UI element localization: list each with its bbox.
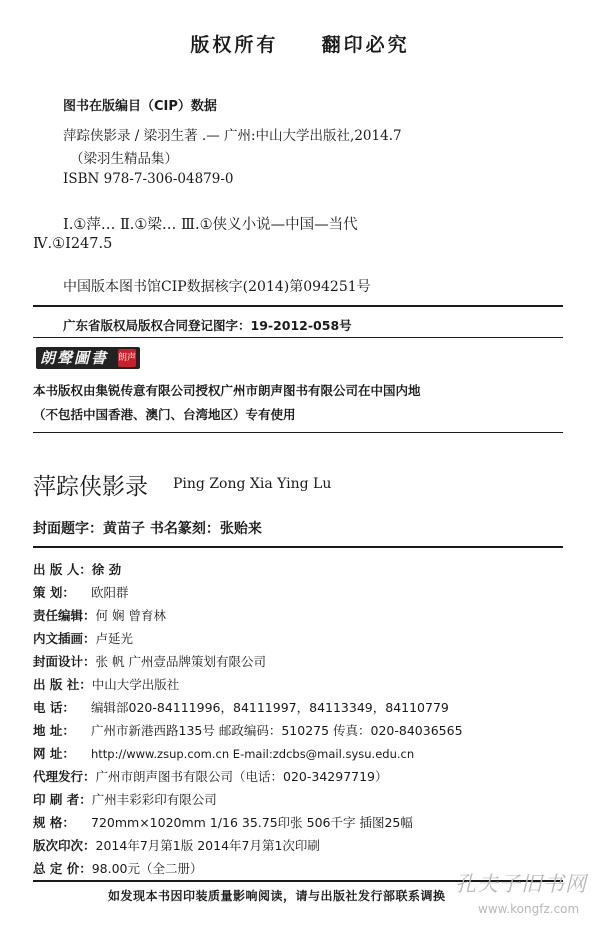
cip-line-subject: Ⅰ.①萍… Ⅱ.①梁… Ⅲ.①侠义小说—中国—当代 <box>63 217 358 233</box>
colophon-label: 规 格： <box>33 815 75 830</box>
colophon-value: 广州丰彩彩印有限公司 <box>91 792 217 807</box>
cip-line-data-number: 中国版本图书馆CIP数据核字(2014)第094251号 <box>63 279 371 295</box>
header-no-reprint: 翻印必究 <box>321 34 410 56</box>
divider <box>33 305 563 307</box>
divider <box>33 432 563 433</box>
cip-line-title: 萍踪侠影录 / 梁羽生著 .— 广州:中山大学出版社,2014.7 <box>63 128 402 144</box>
colophon-value: 中山大学出版社 <box>91 677 180 692</box>
colophon-label: 电 话： <box>33 700 75 715</box>
colophon-label: 策 划： <box>33 585 75 600</box>
watermark-url: www.kongfz.com <box>478 902 580 916</box>
license-line-1: 本书版权由集锐传意有限公司授权广州市朗声图书有限公司在中国内地 <box>33 383 421 398</box>
colophon-value: 编辑部020-84111996，84111997，84113349，84110779 <box>91 700 449 715</box>
colophon-row <box>33 583 129 601</box>
cip-heading: 图书在版编目（CIP）数据 <box>63 99 217 114</box>
colophon-label: 网 址： <box>33 746 75 761</box>
colophon-label: 出 版 社： <box>33 677 92 692</box>
colophon-row <box>33 836 320 854</box>
colophon-label: 出 版 人： <box>33 562 92 577</box>
colophon-label: 代理发行： <box>33 769 96 784</box>
colophon-value: http://www.zsup.com.cn E-mail:zdcbs@mail.sysu.edu.cn <box>91 747 415 761</box>
colophon-row <box>33 813 413 831</box>
colophon-value: 720mm×1020mm 1/16 35.75印张 506千字 插图25幅 <box>91 815 413 830</box>
colophon-value: 何 娴 曾育林 <box>95 608 166 623</box>
publisher-seal-icon: 朗声 <box>118 349 136 367</box>
colophon-row <box>33 652 266 670</box>
colophon-label: 内文插画： <box>33 631 96 646</box>
license-line-2: （不包括中国香港、澳门、台湾地区）专有使用 <box>33 407 296 422</box>
colophon-value: 广州市朗声图书有限公司（电话：020-34297719） <box>95 769 388 784</box>
colophon-row <box>33 790 217 808</box>
colophon-row <box>33 767 388 785</box>
colophon-row <box>33 629 133 647</box>
registration-number: 广东省版权局版权合同登记图字：19-2012-058号 <box>63 318 352 333</box>
colophon-value: 98.00元（全二册） <box>91 861 203 876</box>
watermark-text: 孔夫子旧书网 <box>455 872 587 896</box>
colophon-row <box>33 560 121 578</box>
publisher-logo-text: 朗聲圖書 <box>40 349 109 367</box>
colophon-label: 封面设计： <box>33 654 96 669</box>
colophon-row <box>33 698 449 716</box>
colophon-value: 广州市新港西路135号 邮政编码：510275 传真：020-84036565 <box>91 723 463 738</box>
colophon-value: 徐 劲 <box>91 562 122 577</box>
colophon-value: 2014年7月第1版 2014年7月第1次印刷 <box>95 838 320 853</box>
colophon-row <box>33 606 166 624</box>
cip-line-classification: Ⅳ.①I247.5 <box>33 236 113 252</box>
page-header <box>0 30 600 57</box>
header-copyright: 版权所有 <box>190 34 279 56</box>
colophon-row <box>33 859 203 877</box>
colophon-value: 张 帆 广州壹品牌策划有限公司 <box>95 654 266 669</box>
colophon-label: 总 定 价： <box>33 861 92 876</box>
cip-line-series: （梁羽生精品集） <box>70 151 178 167</box>
colophon-label: 地 址： <box>33 723 75 738</box>
divider <box>33 546 563 548</box>
footer-notice: 如发现本书因印装质量影响阅读，请与出版社发行部联系调换 <box>108 889 446 903</box>
colophon-row <box>33 744 414 762</box>
colophon-label: 版次印次： <box>33 838 96 853</box>
colophon-row <box>33 675 179 693</box>
colophon-row <box>33 721 463 739</box>
book-title: 萍踪侠影录 <box>33 474 148 500</box>
book-title-pinyin: Ping Zong Xia Ying Lu <box>173 476 332 492</box>
cip-line-isbn: ISBN 978-7-306-04879-0 <box>63 171 234 187</box>
colophon-value: 卢延光 <box>95 631 134 646</box>
cover-credits: 封面题字：黄苗子 书名篆刻：张贻来 <box>33 521 262 537</box>
colophon-value: 欧阳群 <box>91 585 129 600</box>
colophon-label: 责任编辑： <box>33 608 96 623</box>
colophon-label: 印 刷 者： <box>33 792 92 807</box>
divider <box>33 337 563 338</box>
